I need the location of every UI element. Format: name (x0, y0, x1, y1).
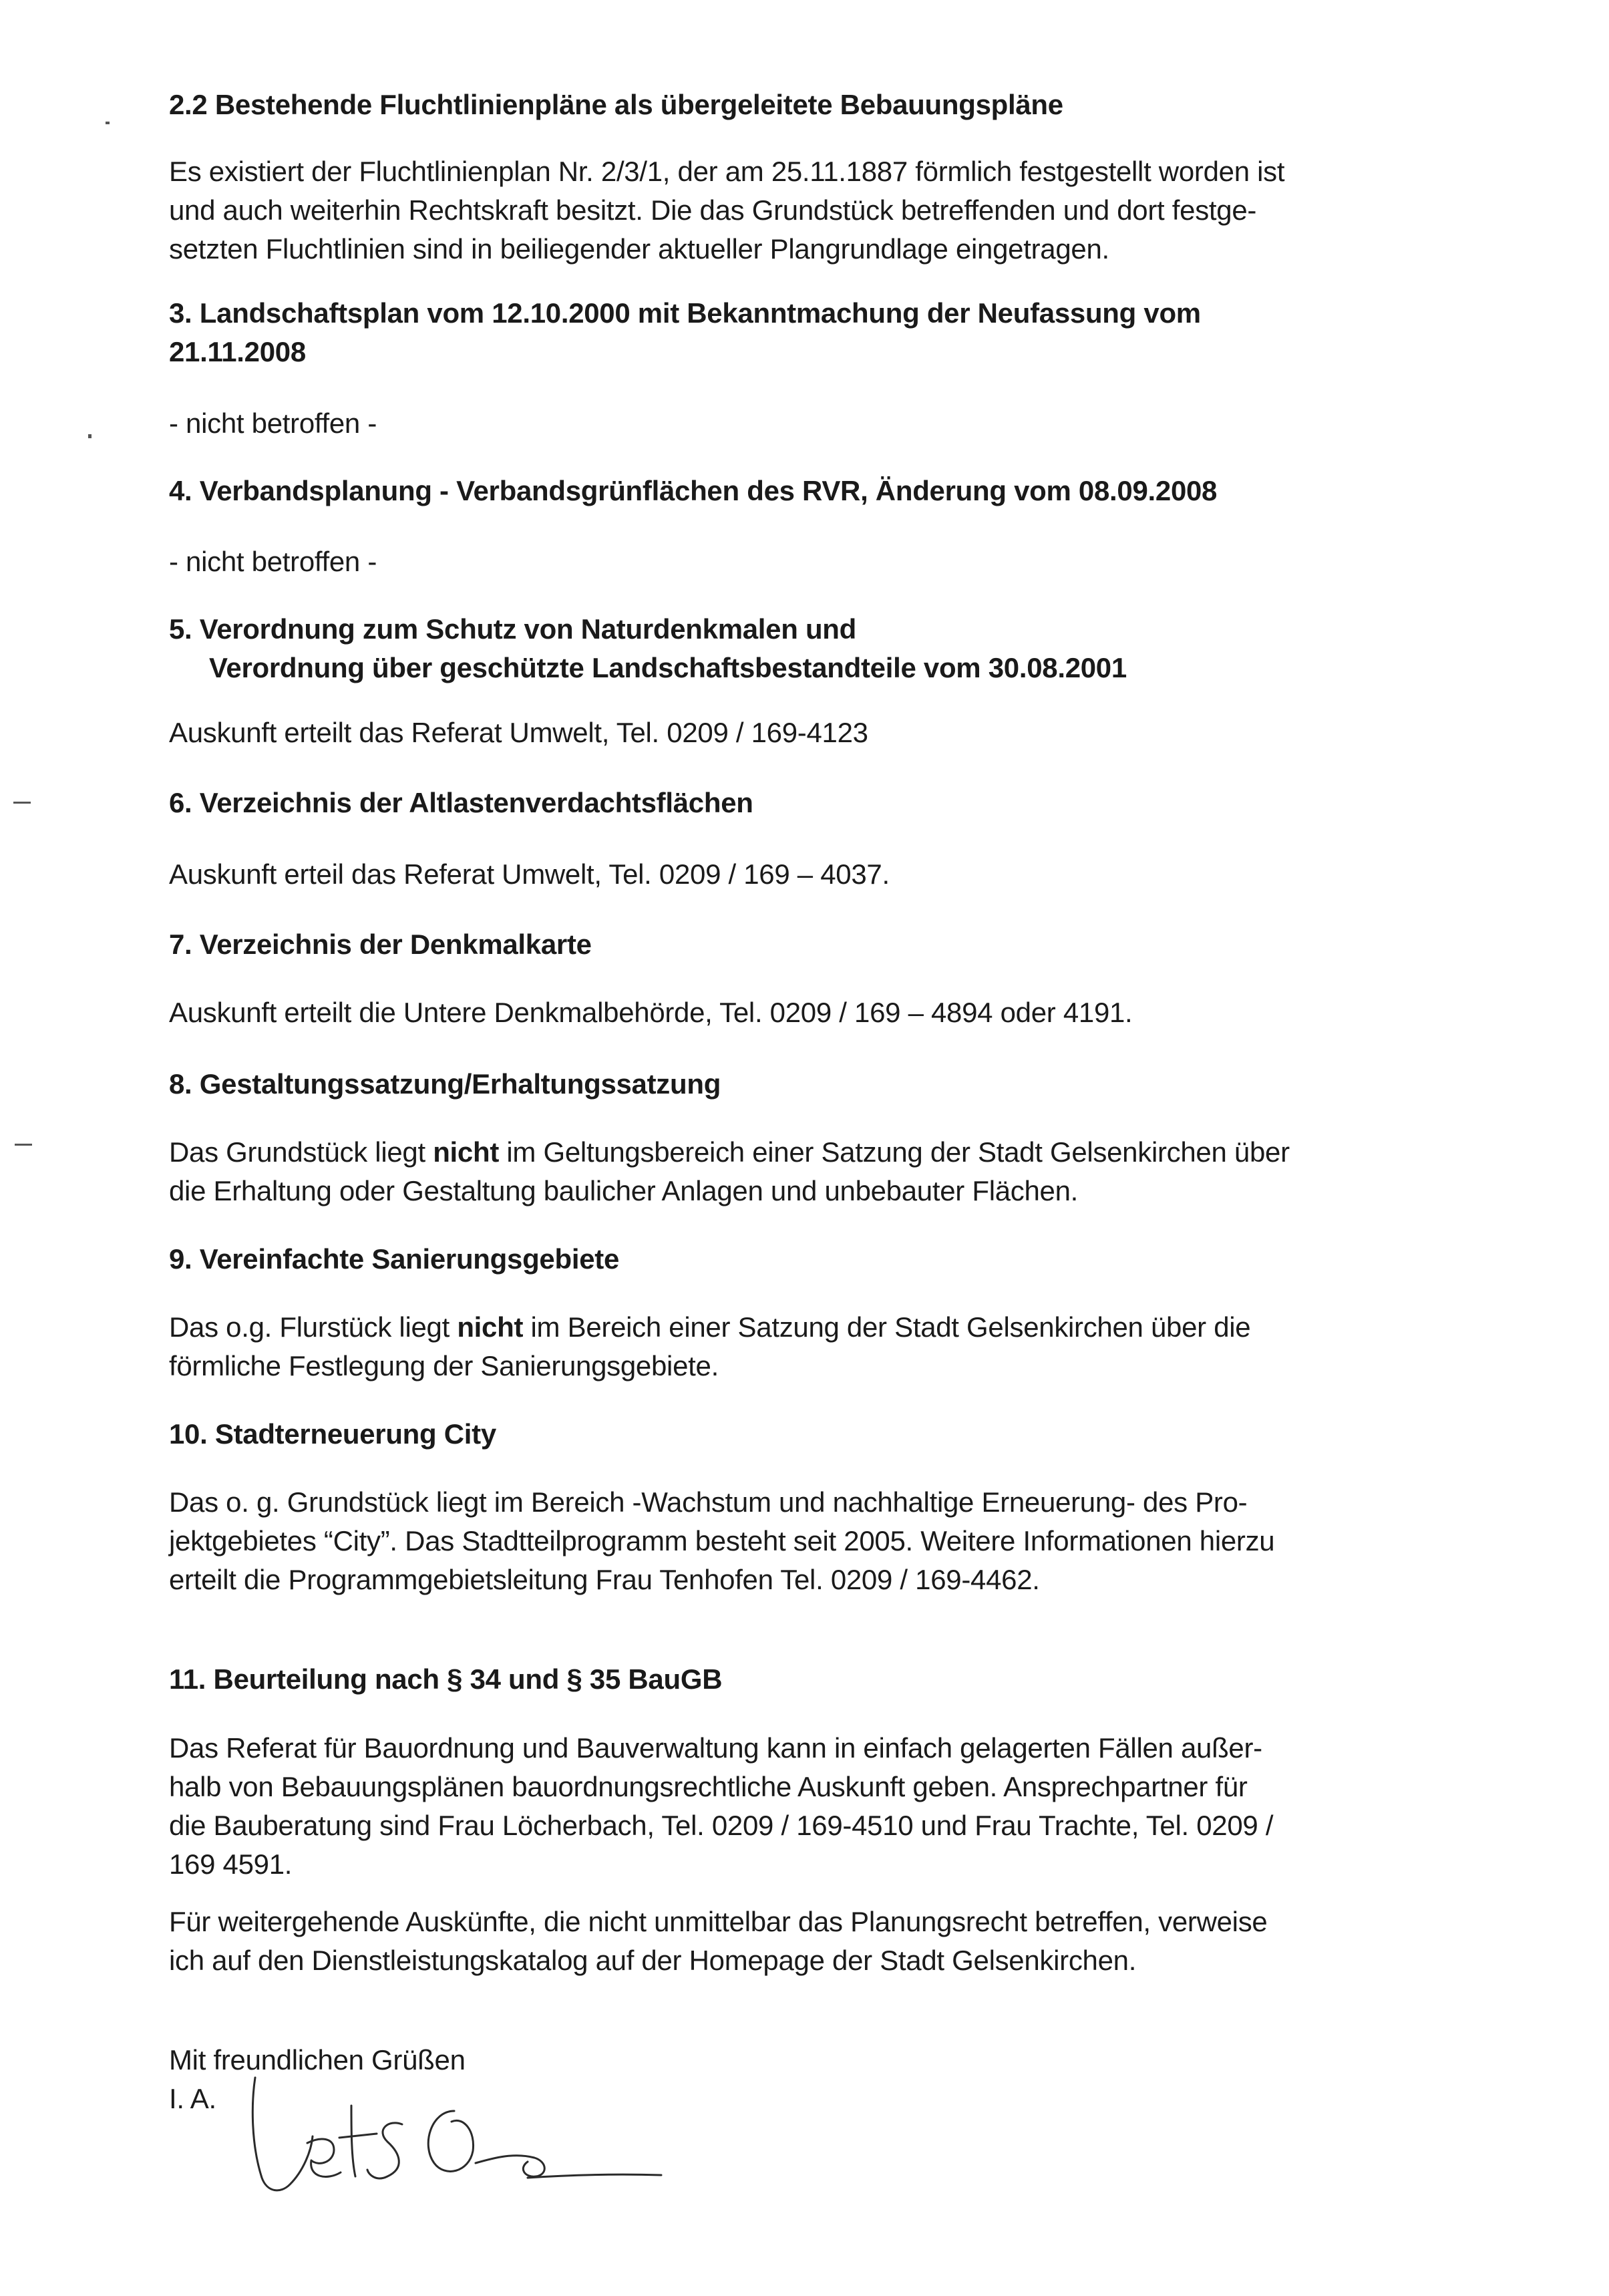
greeting-text: Mit freundlichen Grüßen (169, 2044, 466, 2076)
body-line: förmliche Festlegung der Sanierungsgebiete. (169, 1350, 719, 1381)
section-heading-4 (169, 472, 1425, 510)
section-body-4 (169, 542, 1425, 581)
section-body-3 (169, 404, 1425, 443)
body-text: im Bereich einer Satzung der Stadt Gelsenkirchen über die (523, 1311, 1251, 1343)
body-line: die Bauberatung sind Frau Löcherbach, Tel. 0209 / 169-4510 und Frau Trachte, Tel. 0209 / (169, 1810, 1274, 1841)
scan-mark (88, 434, 92, 438)
body-line: Auskunft erteilt das Referat Umwelt, Tel. 0209 / 169-4123 (169, 717, 868, 748)
scan-mark (13, 802, 31, 804)
section-heading-8 (169, 1065, 1425, 1104)
emphasis-text: nicht (433, 1136, 500, 1168)
section-body-7 (169, 993, 1425, 1032)
body-line: Für weitergehende Auskünfte, die nicht unmittelbar das Planungsrecht betreffen, verweise (169, 1906, 1268, 1937)
section-body-10 (169, 1483, 1425, 1599)
section-heading-2-2 (169, 86, 1425, 124)
body-line: jektgebietes “City”. Das Stadtteilprogramm besteht seit 2005. Weitere Informationen hierzu (169, 1525, 1275, 1556)
section-heading-11 (169, 1660, 1425, 1699)
section-heading-3 (169, 294, 1425, 371)
body-line: Das o. g. Grundstück liegt im Bereich -Wachstum und nachhaltige Erneuerung- des Pro- (169, 1486, 1248, 1518)
body-text: Das o.g. Flurstück liegt (169, 1311, 458, 1343)
heading-text: 2.2 Bestehende Fluchtlinienpläne als übergeleitete Bebauungspläne (169, 89, 1063, 120)
closing-paragraph (169, 1903, 1425, 1980)
section-heading-10 (169, 1415, 1425, 1454)
body-line: Auskunft erteil das Referat Umwelt, Tel. 0209 / 169 – 4037. (169, 858, 890, 890)
section-heading-9 (169, 1240, 1425, 1279)
heading-line: 5. Verordnung zum Schutz von Naturdenkmalen und (169, 613, 857, 645)
ia-text: I. A. (169, 2083, 216, 2114)
scan-mark (106, 122, 110, 124)
body-line (169, 1308, 1425, 1347)
section-heading-7 (169, 925, 1425, 964)
emphasis-text: nicht (457, 1311, 524, 1343)
heading-text: 7. Verzeichnis der Denkmalkarte (169, 929, 592, 960)
heading-text: 4. Verbandsplanung - Verbandsgrünflächen des RVR, Änderung vom 08.09.2008 (169, 475, 1218, 506)
heading-text: 9. Vereinfachte Sanierungsgebiete (169, 1243, 620, 1275)
body-line: - nicht betroffen - (169, 546, 377, 577)
body-line: Auskunft erteilt die Untere Denkmalbehörde, Tel. 0209 / 169 – 4894 oder 4191. (169, 997, 1133, 1028)
heading-line: 21.11.2008 (169, 336, 306, 367)
heading-text: 6. Verzeichnis der Altlastenverdachtsflächen (169, 787, 753, 818)
body-line: Das Referat für Bauordnung und Bauverwaltung kann in einfach gelagerten Fällen außer- (169, 1732, 1262, 1764)
body-line: halb von Bebauungsplänen bauordnungsrechtliche Auskunft geben. Ansprechpartner für (169, 1771, 1248, 1802)
body-text: im Geltungsbereich einer Satzung der Stadt Gelsenkirchen über (499, 1136, 1290, 1168)
heading-line: 3. Landschaftsplan vom 12.10.2000 mit Bekanntmachung der Neufassung vom (169, 297, 1201, 329)
section-body-11 (169, 1729, 1425, 1884)
section-body-5 (169, 713, 1425, 752)
heading-text: 11. Beurteilung nach § 34 und § 35 BauGB (169, 1663, 723, 1695)
section-body-6 (169, 855, 1425, 894)
body-line: ich auf den Dienstleistungskatalog auf der Homepage der Stadt Gelsenkirchen. (169, 1945, 1137, 1976)
section-body-8 (169, 1133, 1425, 1210)
section-heading-5 (169, 610, 1425, 687)
section-body-9 (169, 1308, 1425, 1385)
handwritten-signature (234, 2044, 675, 2218)
body-line: Es existiert der Fluchtlinienplan Nr. 2/3/1, der am 25.11.1887 förmlich festgestellt worden ist (169, 156, 1285, 187)
body-line: und auch weiterhin Rechtskraft besitzt. Die das Grundstück betreffenden und dort festge- (169, 194, 1257, 226)
section-body-2-2 (169, 152, 1425, 269)
section-heading-6 (169, 784, 1425, 822)
body-line: 169 4591. (169, 1848, 293, 1880)
body-line: - nicht betroffen - (169, 407, 377, 439)
body-line: erteilt die Programmgebietsleitung Frau Tenhofen Tel. 0209 / 169-4462. (169, 1564, 1040, 1595)
body-line: setzten Fluchtlinien sind in beiliegender aktueller Plangrundlage eingetragen. (169, 233, 1109, 265)
heading-text: 10. Stadterneuerung City (169, 1418, 496, 1450)
heading-line: Verordnung über geschützte Landschaftsbestandteile vom 30.08.2001 (209, 652, 1127, 683)
heading-text: 8. Gestaltungssatzung/Erhaltungssatzung (169, 1068, 721, 1100)
body-line (169, 1133, 1425, 1172)
body-text: Das Grundstück liegt (169, 1136, 433, 1168)
body-line: die Erhaltung oder Gestaltung baulicher Anlagen und unbebauter Flächen. (169, 1175, 1079, 1206)
scan-mark (15, 1144, 32, 1146)
